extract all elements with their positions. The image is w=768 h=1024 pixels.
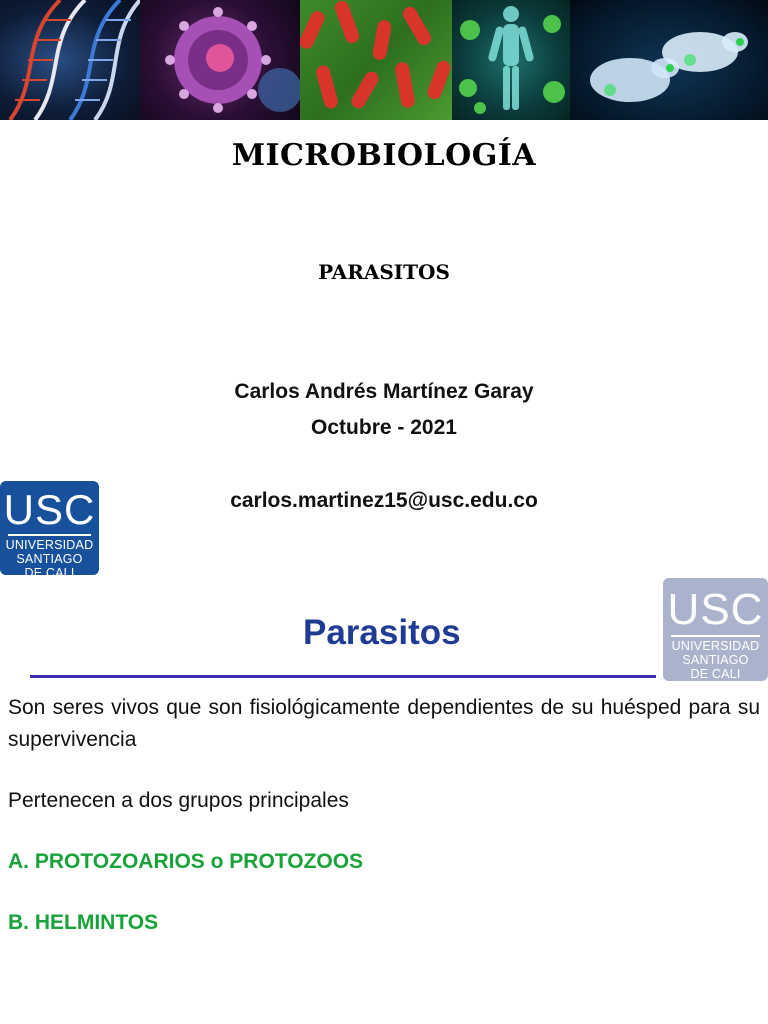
- logo-divider: [8, 534, 91, 536]
- logo-abbrev: USC: [3, 486, 96, 533]
- author-name: Carlos Andrés Martínez Garay: [234, 380, 534, 403]
- glowing-mice-image: [570, 0, 768, 120]
- human-body-viruses-image: [452, 0, 570, 120]
- slide-title: Parasitos: [303, 613, 461, 652]
- usc-logo: [0, 481, 99, 580]
- dna-helix-image: [0, 0, 140, 120]
- logo-line-1: UNIVERSIDAD: [5, 538, 94, 552]
- bacteria-rods-image: [300, 0, 452, 120]
- group-a: A. PROTOZOARIOS o PROTOZOOS: [8, 850, 364, 873]
- page-subtitle: PARASITOS: [318, 260, 450, 284]
- logo-line-3: DE CALI: [24, 566, 75, 580]
- logo-divider: [671, 635, 760, 637]
- logo-line-3: DE CALI: [690, 667, 741, 681]
- presentation-date: Octubre - 2021: [311, 416, 457, 439]
- virus-particle-image: [140, 0, 300, 120]
- groups-intro: Pertenecen a dos grupos principales: [8, 789, 349, 812]
- header-banner: [0, 0, 768, 120]
- logo-abbrev: USC: [667, 585, 764, 634]
- logo-line-2: SANTIAGO: [16, 552, 83, 566]
- page-title: MICROBIOLOGÍA: [231, 138, 537, 173]
- usc-logo-faded: [663, 578, 768, 681]
- group-b: B. HELMINTOS: [8, 911, 159, 934]
- author-email: carlos.martinez15@usc.edu.co: [230, 489, 538, 512]
- logo-line-1: UNIVERSIDAD: [671, 639, 760, 653]
- definition-paragraph: Son seres vivos que son fisiológicamente dependientes de su huésped para su supervivencia: [8, 696, 760, 751]
- title-underline: [30, 675, 656, 678]
- logo-line-2: SANTIAGO: [682, 653, 749, 667]
